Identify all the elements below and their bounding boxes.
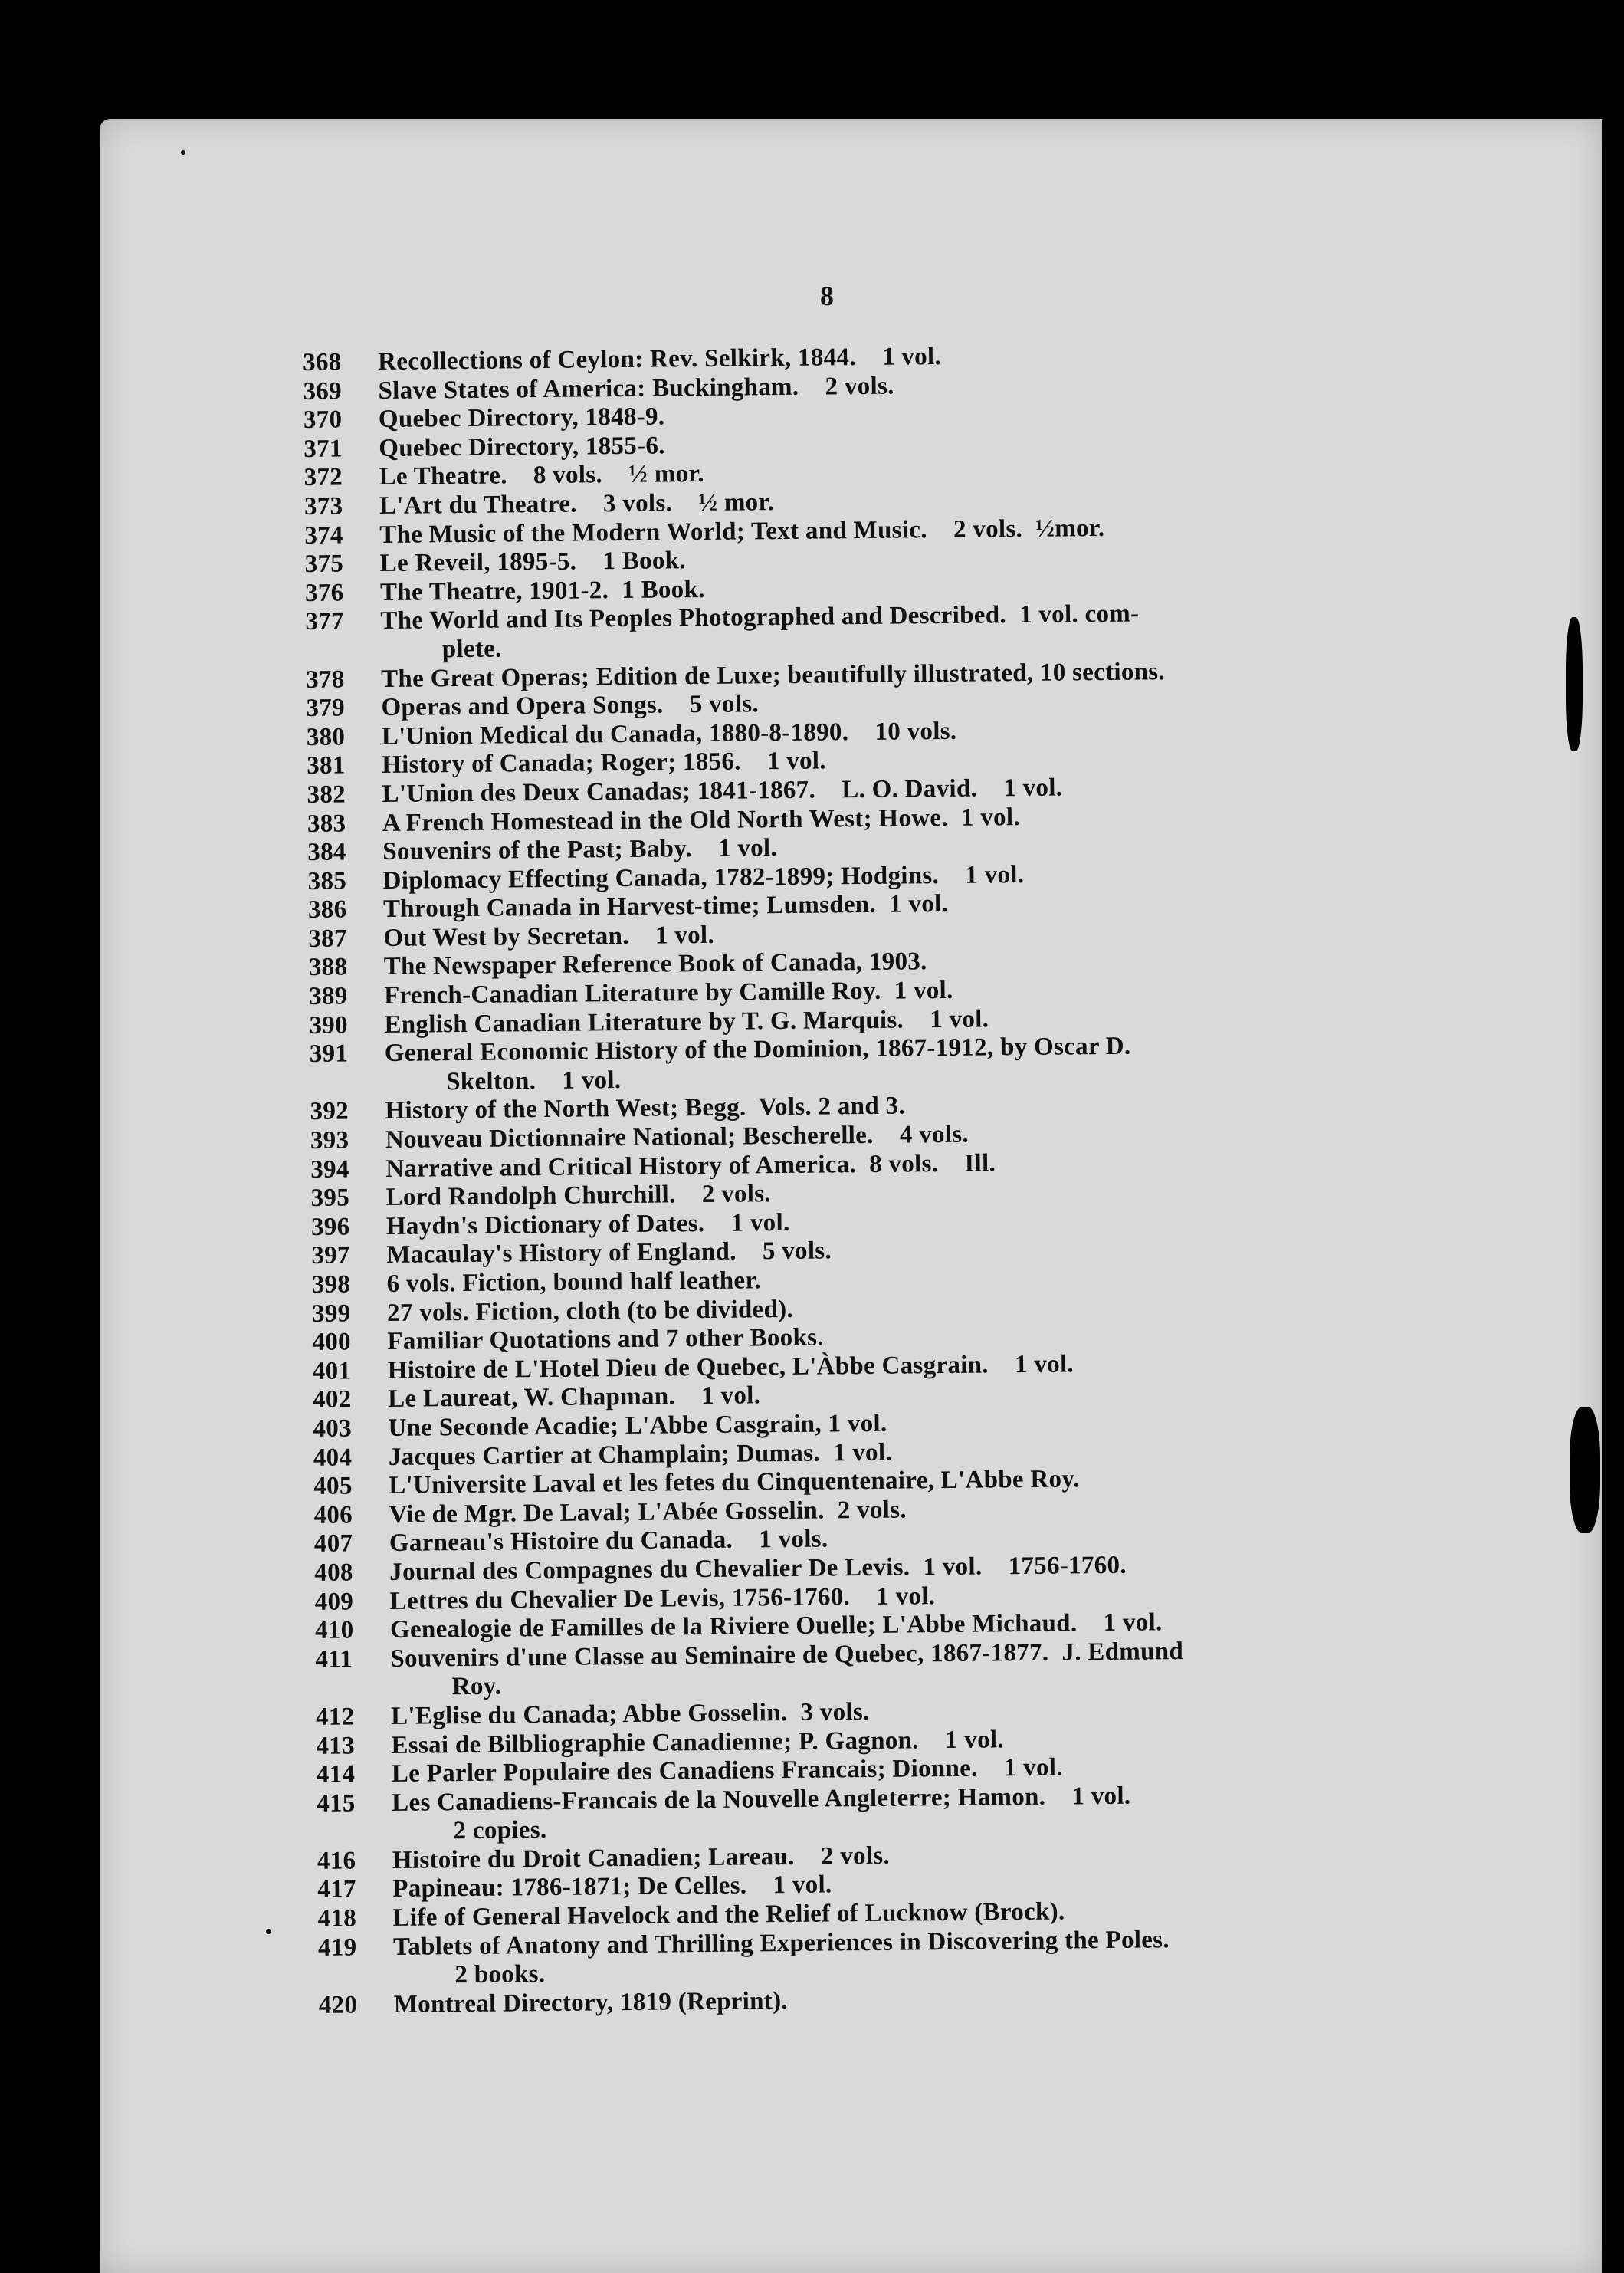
entry-number: 380 — [306, 723, 346, 751]
entry-title: Macaulay's History of England. 5 vols. — [386, 1237, 832, 1270]
entry-number: 407 — [313, 1529, 353, 1559]
entry-number: 375 — [304, 550, 344, 579]
catalog-entry — [318, 1923, 1422, 1992]
entry-title: Les Canadiens-Francais de la Nouvelle Angleterre; Hamon. 1 vol. — [392, 1782, 1131, 1817]
scan-speck — [266, 1929, 271, 1934]
entry-number: 402 — [312, 1385, 352, 1414]
entry-title: History of the North West; Begg. Vols. 2 and 3. — [385, 1092, 906, 1125]
entry-title: 6 vols. Fiction, bound half leather. — [386, 1266, 762, 1299]
entry-title: A French Homestead in the Old North West; Howe. 1 vol. — [382, 803, 1021, 837]
entry-number: 395 — [310, 1184, 350, 1213]
entry-title: Genealogie de Familles de la Riviere Ouelle; L'Abbe Michaud. 1 vol. — [389, 1608, 1163, 1644]
entry-number: 397 — [311, 1241, 350, 1270]
entry-number: 391 — [309, 1040, 349, 1069]
entry-title: Through Canada in Harvest-time; Lumsden. 1 vol. — [382, 890, 949, 924]
entry-title: Quebec Directory, 1855-6. — [379, 432, 665, 462]
entry-number: 371 — [303, 435, 343, 463]
entry-title: Jacques Cartier at Champlain; Dumas. 1 vol. — [388, 1438, 893, 1471]
entry-body — [392, 1779, 1421, 1847]
entry-number: 373 — [303, 492, 343, 521]
entry-title: The World and Its Peoples Photographed and Described. 1 vol. com- — [380, 599, 1140, 636]
entry-title: General Economic History of the Dominion, 1867-1912, by Oscar D. — [384, 1032, 1131, 1068]
entry-title: Haydn's Dictionary of Dates. 1 vol. — [385, 1208, 790, 1240]
entry-number: 416 — [317, 1847, 356, 1875]
entry-title: Narrative and Critical History of America. 8 vols. Ill. — [385, 1148, 996, 1183]
entry-title: Slave States of America: Buckingham. 2 vols. — [378, 372, 894, 405]
entry-title: Familiar Quotations and 7 other Books. — [387, 1323, 825, 1356]
entry-title: Recollections of Ceylon: Rev. Selkirk, 1844. 1 vol. — [377, 343, 942, 376]
entry-number: 393 — [310, 1126, 349, 1155]
entry-body — [385, 1030, 1414, 1097]
entry-title: The Theatre, 1901-2. 1 Book. — [379, 575, 705, 606]
entry-title: Papineau: 1786-1871; De Celles. 1 vol. — [392, 1871, 832, 1903]
entry-title: L'Art du Theatre. 3 vols. ½ mor. — [379, 488, 775, 521]
entry-title: The Great Operas; Edition de Luxe; beautifully illustrated, 10 sections. — [380, 657, 1166, 693]
entry-number: 419 — [317, 1933, 357, 1962]
entry-title: Garneau's Histoire du Canada. 1 vols. — [389, 1525, 828, 1558]
entry-number: 403 — [313, 1414, 353, 1443]
entry-title: Le Laureat, W. Chapman. 1 vol. — [387, 1381, 761, 1414]
entry-title: Histoire de L'Hotel Dieu de Quebec, L'Àbbe Casgrain. 1 vol. — [387, 1350, 1074, 1384]
entry-number: 390 — [309, 1011, 349, 1040]
entry-number: 378 — [305, 665, 345, 694]
catalog-entry — [305, 598, 1409, 666]
catalog-entry — [310, 1030, 1414, 1098]
entry-number: 417 — [317, 1875, 356, 1904]
entry-title: L'Universite Laval et les fetes du Cinquentenaire, L'Abbe Roy. — [389, 1465, 1081, 1500]
entry-number: 412 — [315, 1703, 355, 1731]
entry-title: L'Union Medical du Canada, 1880-8-1890. 10 vols. — [381, 717, 957, 751]
entry-title: 27 vols. Fiction, cloth (to be divided). — [386, 1295, 794, 1327]
entry-number: 386 — [307, 895, 347, 925]
entry-number: 382 — [307, 780, 346, 809]
entry-title: The Newspaper Reference Book of Canada, 1903. — [383, 948, 927, 981]
entry-title: Histoire du Droit Canadien; Lareau. 2 vols. — [392, 1841, 891, 1874]
entry-title: Une Seconde Acadie; L'Abbe Casgrain, 1 vol. — [388, 1409, 887, 1442]
entry-number: 369 — [303, 377, 343, 406]
entry-number: 384 — [307, 838, 346, 867]
binding-hole-bottom — [1570, 1407, 1600, 1533]
entry-number: 409 — [314, 1587, 354, 1616]
entry-number: 387 — [308, 925, 347, 953]
entry-title: Journal des Compagnes du Chevalier De Levis. 1 vol. 1756-1760. — [389, 1551, 1127, 1586]
entry-number: 368 — [303, 348, 342, 376]
entry-number: 385 — [307, 867, 347, 895]
entry-title: Quebec Directory, 1848-9. — [378, 402, 665, 434]
entry-continuation: 2 books. — [454, 1960, 546, 1989]
entry-title: Le Reveil, 1895-5. 1 Book. — [379, 547, 687, 578]
entry-title: Souvenirs d'une Classe au Seminaire de Quebec, 1867-1877. J. Edmund — [390, 1637, 1184, 1673]
entry-number: 411 — [315, 1645, 353, 1674]
entry-body — [390, 1635, 1419, 1703]
entry-title: English Canadian Literature by T. G. Marquis. 1 vol. — [384, 1005, 989, 1039]
entry-number: 401 — [312, 1357, 352, 1385]
page-number: 8 — [820, 281, 834, 311]
entry-body — [393, 1923, 1422, 1991]
entry-number: 398 — [311, 1270, 351, 1299]
binding-hole-top — [1566, 617, 1583, 751]
entry-title: Montreal Directory, 1819 (Reprint). — [393, 1986, 789, 2018]
entry-title: Lord Randolph Churchill. 2 vols. — [385, 1180, 772, 1212]
catalog-list — [303, 338, 1422, 2020]
entry-number: 406 — [313, 1501, 353, 1529]
entry-number: 394 — [310, 1155, 349, 1184]
entry-title: Out West by Secretan. 1 vol. — [383, 921, 715, 952]
entry-number: 418 — [317, 1904, 357, 1933]
entry-title: Nouveau Dictionnaire National; Bescherelle. 4 vols. — [385, 1120, 969, 1155]
entry-number: 370 — [303, 406, 343, 435]
entry-title: Le Theatre. 8 vols. ½ mor. — [379, 460, 704, 491]
entry-title: History of Canada; Roger; 1856. 1 vol. — [382, 747, 827, 780]
catalog-entry — [317, 1779, 1421, 1848]
entry-number: 396 — [310, 1213, 350, 1241]
entry-number: 377 — [305, 607, 344, 636]
entry-number: 410 — [314, 1616, 354, 1645]
entry-number: 408 — [314, 1559, 353, 1587]
entry-title: Lettres du Chevalier De Levis, 1756-1760. 1 vol. — [389, 1582, 936, 1615]
entry-title: Essai de Bilbliographie Canadienne; P. Gagnon. 1 vol. — [391, 1725, 1005, 1759]
entry-title: L'Eglise du Canada; Abbe Gosselin. 3 vols. — [390, 1697, 870, 1730]
entry-title: Operas and Opera Songs. 5 vols. — [381, 690, 760, 722]
catalog-entry — [315, 1635, 1419, 1703]
entry-number: 388 — [308, 953, 348, 982]
entry-number: 399 — [311, 1299, 351, 1328]
entry-number: 381 — [307, 751, 346, 780]
entry-continuation: 2 copies. — [453, 1816, 547, 1845]
entry-number: 374 — [304, 521, 343, 550]
entry-number: 405 — [313, 1472, 353, 1501]
entry-number: 414 — [316, 1760, 356, 1789]
entry-title: L'Union des Deux Canadas; 1841-1867. L. O. David. 1 vol. — [382, 774, 1063, 808]
entry-continuation: Skelton. 1 vol. — [446, 1066, 622, 1096]
entry-number: 379 — [306, 694, 346, 723]
entry-title: The Music of the Modern World; Text and Music. 2 vols. ½mor. — [379, 514, 1105, 549]
entry-title: Life of General Havelock and the Relief of Lucknow (Brock). — [392, 1897, 1065, 1933]
entry-title: French-Canadian Literature by Camille Roy. 1 vol. — [383, 976, 953, 1010]
entry-title: Vie de Mgr. De Laval; L'Abée Gosselin. 2 vols. — [389, 1496, 907, 1529]
entry-continuation: plete. — [441, 635, 502, 664]
entry-number: 392 — [310, 1097, 349, 1126]
entry-number: 383 — [307, 809, 346, 838]
entry-title: Souvenirs of the Past; Baby. 1 vol. — [382, 834, 778, 866]
entry-number: 420 — [318, 1991, 358, 2019]
entry-title: Tablets of Anatony and Thrilling Experiences in Discovering the Poles. — [392, 1925, 1170, 1961]
entry-number: 389 — [308, 982, 348, 1011]
entry-number: 404 — [313, 1444, 353, 1472]
entry-title: Diplomacy Effecting Canada, 1782-1899; Hodgins. 1 vol. — [382, 860, 1025, 895]
entry-number: 376 — [304, 579, 344, 607]
scan-speck — [181, 150, 185, 155]
entry-number: 413 — [316, 1731, 356, 1760]
entry-number: 400 — [312, 1328, 352, 1357]
entry-body — [380, 598, 1409, 665]
entry-number: 372 — [303, 463, 343, 492]
entry-continuation: Roy. — [451, 1672, 502, 1701]
entry-title: Le Parler Populaire des Canadiens Francais; Dionne. 1 vol. — [391, 1753, 1063, 1789]
entry-number: 415 — [317, 1789, 356, 1818]
